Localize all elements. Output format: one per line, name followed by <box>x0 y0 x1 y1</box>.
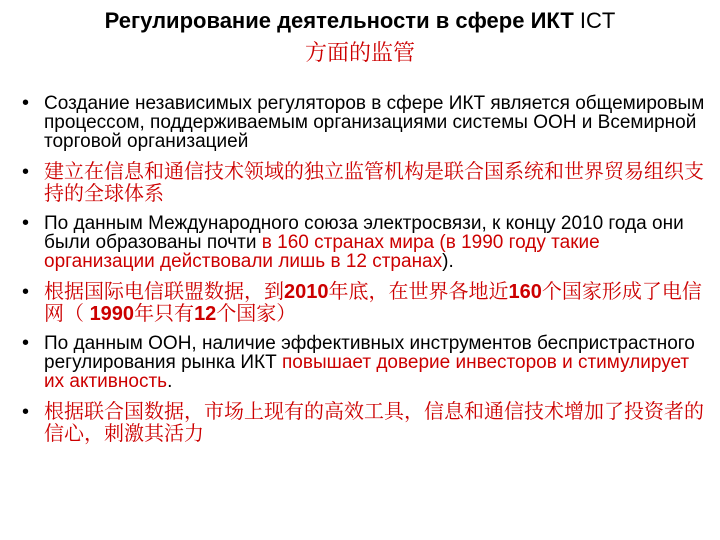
bullet-text: 根据联合国数据，市场上现有的高效工具，信息和通信技术增加了投资者的信心，刺激其活力 <box>44 401 704 445</box>
title-line-ru <box>0 6 720 36</box>
bullet-item-6 <box>22 401 712 445</box>
number-text: 2010 <box>284 281 329 303</box>
bullet-item-4 <box>22 281 712 325</box>
highlight-text: в 160 странах мира (в 1990 году такие организации действовали лишь в 12 странах <box>44 232 600 272</box>
bullet-list <box>22 94 712 454</box>
bullet-text: 个国家形成了电信网（ <box>44 281 702 325</box>
bullet-text: 个国家） <box>216 303 297 325</box>
bullet-text: 年只有 <box>134 303 195 325</box>
bullet-text: 建立在信息和通信技术领域的独立监管机构是联合国系统和世界贸易组织支持的全球体系 <box>44 161 704 205</box>
bullet-text-end: ). <box>442 251 454 272</box>
bullet-text: По данным Международного союза электросвязи, к концу 2010 года они были образованы почти <box>44 213 684 253</box>
bullet-text-end: . <box>167 371 173 392</box>
bullet-text: 年底，在世界各地近 <box>328 281 509 303</box>
bullet-item-1 <box>22 94 712 151</box>
number-text: 12 <box>194 303 217 325</box>
bullet-text: 根据国际电信联盟数据，到 <box>44 281 284 303</box>
bullet-item-5 <box>22 334 712 391</box>
bullet-text: По данным ООН, наличие эффективных инструментов беспристрастного регулирования рынка ИКТ <box>44 333 695 373</box>
title-line-cn: 方面的监管 <box>304 40 415 65</box>
bullet-item-3 <box>22 214 712 271</box>
bullet-text: Создание независимых регуляторов в сфере ИКТ является общемировым процессом, поддерживаемым организациями системы ООН и Всемирной торговой организацией <box>44 93 705 152</box>
slide-title <box>0 6 720 68</box>
title-en-text: ICT <box>579 8 616 33</box>
number-text: 160 <box>508 281 542 303</box>
bullet-item-2 <box>22 161 712 205</box>
title-ru-text: Регулирование деятельности в сфере ИКТ <box>104 8 574 33</box>
number-text: 1990 <box>89 303 135 325</box>
highlight-text: повышает доверие инвесторов и стимулирует их активность <box>44 352 690 392</box>
